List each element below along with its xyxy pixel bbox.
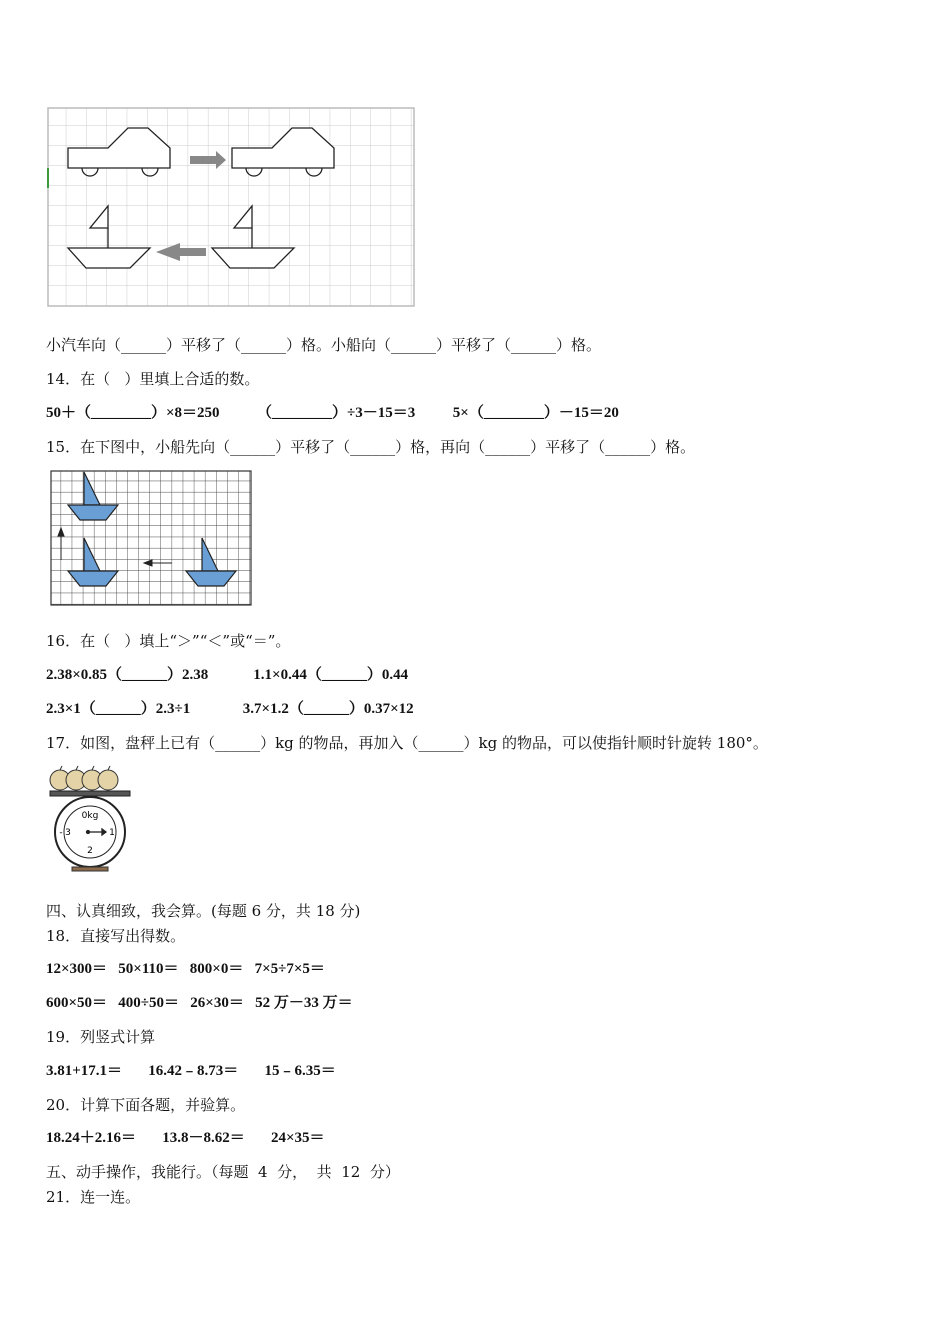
q16-row2: 2.3×1（______）2.3÷1 3.7×1.2（______）0.37×12	[46, 701, 414, 717]
q18-row2: 600×50＝ 400÷50＝ 26×30＝ 52 万－33 万＝	[46, 995, 353, 1011]
q18-row1: 12×300＝ 50×110＝ 800×0＝ 7×5÷7×5＝	[46, 961, 325, 977]
q17-title: 17．如图，盘秤上已有（______）kg 的物品，再加入（______）kg 的物品，可以使指针顺时针旋转 180°。	[46, 734, 768, 752]
q16-row1: 2.38×0.85（______）2.38 1.1×0.44（______）0.44	[46, 667, 409, 683]
scale-one-label: 1	[109, 828, 115, 838]
q16-title: 16．在（ ）填上“＞”“＜”或“＝”。	[46, 632, 291, 650]
section-5-title: 五、动手操作，我能行。（每题 4 分， 共 12 分）	[46, 1163, 400, 1181]
scale-zero-label: 0kg	[81, 811, 99, 821]
scale-tray	[50, 791, 130, 796]
q21-title: 21．连一连。	[46, 1188, 141, 1206]
q15-title: 15．在下图中，小船先向（______）平移了（______）格，再向（______）平移了（______）格。	[46, 438, 696, 456]
q19-title: 19．列竖式计算	[46, 1028, 156, 1046]
q20-title: 20．计算下面各题，并验算。	[46, 1096, 246, 1114]
boat-grid-figure	[50, 470, 252, 606]
scale-two-label: 2	[87, 846, 93, 856]
q20-row: 18.24＋2.16＝ 13.8－8.62＝ 24×35＝	[46, 1130, 325, 1146]
q19-row: 3.81+17.1＝ 16.42﹣8.73＝ 15﹣6.35＝	[46, 1063, 336, 1079]
scale-base	[72, 867, 108, 871]
q13-text: 小汽车向（______）平移了（______）格。小船向（______）平移了（______）格。	[46, 336, 602, 354]
q18-title: 18．直接写出得数。	[46, 927, 186, 945]
apple-icon	[50, 766, 118, 790]
q14-row: 50＋（________）×8＝250 （________）÷3－15＝3 5×（________）－15＝20	[46, 405, 619, 421]
translation-grid-figure	[46, 106, 418, 310]
svg-text:-: -	[59, 828, 63, 838]
scale-three-label: 3	[65, 828, 71, 838]
section-4-title: 四、认真细致，我会算。(每题 6 分，共 18 分)	[46, 902, 361, 920]
q14-title: 14．在（ ）里填上合适的数。	[46, 370, 260, 388]
scale-figure	[46, 764, 134, 874]
